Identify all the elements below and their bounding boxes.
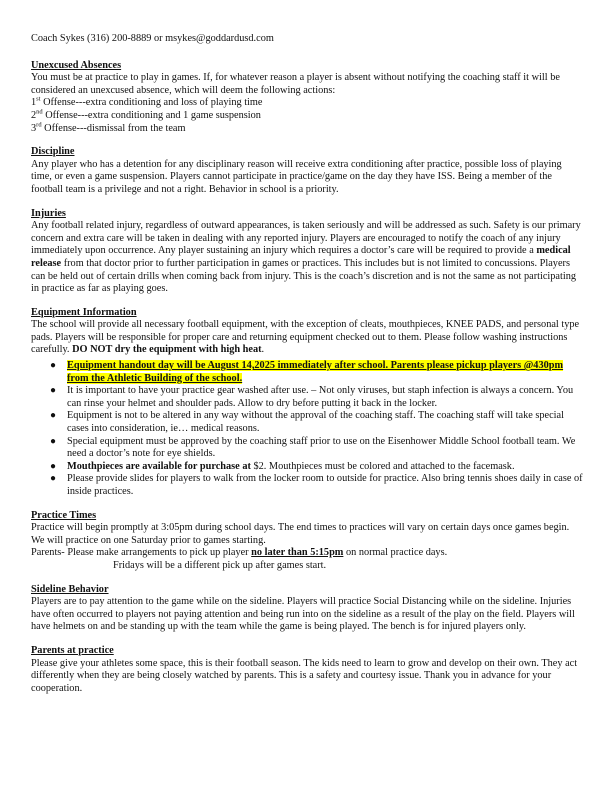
offense-line-2: 2nd Offense---extra conditioning and 1 game suspension — [31, 108, 261, 121]
list-item: ● Mouthpieces are available for purchase at $2. Mouthpieces must be colored and attached to the facemask. — [50, 460, 515, 472]
document-page — [31, 33, 583, 706]
parents-pickup-line: Parents- Please make arrangements to pick up player no later than 5:15pm on normal practice days. — [31, 547, 448, 559]
discipline-heading: Discipline — [31, 146, 75, 158]
do-not-dry-emphasis: DO NOT dry the equipment with high heat — [72, 344, 262, 356]
discipline-text: Any player who has a detention for any disciplinary reason will receive extra conditioning after practice, possible loss of playing time, or even a game suspension. Players cannot participate in practice/game on the day they have ISS. Being a member of the football team is a privilege and not a right. Behavior in school is a priority. — [31, 158, 562, 195]
sideline-text: Players are to pay attention to the game while on the sideline. Players will practice Social Distancing while on the sideline. Injuries have often occurred to players not paying attention and being run into on the sideline as a result of the play on the field. Players will have helmets on and be standing up with the team while the game is being played. The bench is for injured players only. — [31, 596, 575, 633]
unexcused-absences-heading: Unexcused Absences — [31, 59, 122, 71]
practice-times-heading: Practice Times — [31, 509, 97, 521]
bullet-icon: ● — [50, 410, 57, 422]
list-item — [50, 360, 583, 385]
equipment-heading: Equipment Information — [31, 306, 137, 318]
pickup-time-emphasis: no later than 5:15pm — [251, 547, 344, 559]
discipline-section — [31, 146, 583, 196]
injuries-heading: Injuries — [31, 207, 66, 219]
sideline-behavior-section — [31, 584, 583, 634]
practice-text: Practice will begin promptly at 3:05pm during school days. The end times to practices will vary on certain days once games begin. We will practice on one Saturday prior to games starting. — [31, 522, 570, 546]
unexcused-absences-section — [31, 60, 583, 136]
list-item: ● It is important to have your practice gear washed after use. – Not only viruses, but staph infection is always a concern. You can rinse your helmet and shoulder pads. Allow to dry before putting it back in the locker. — [50, 385, 574, 409]
bullet-icon: ● — [50, 460, 57, 472]
sideline-behavior-heading: Sideline Behavior — [31, 583, 109, 595]
medical-release-emphasis: medical release — [31, 245, 571, 269]
injuries-section — [31, 208, 583, 296]
offense-line-3: 3rd Offense---dismissal from the team — [31, 121, 186, 134]
list-item: ● Equipment is not to be altered in any way without the approval of the coaching staff. The coaching staff will take special cases into consideration, ie… medical reasons. — [50, 410, 564, 435]
parents-at-practice-heading: Parents at practice — [31, 644, 114, 656]
practice-times-section — [31, 510, 583, 573]
unexcused-intro: You must be at practice to play in games. If, for whatever reason a player is absent without notifying the coaching staff it will be considered an unexcused absence, which will deem the following actions: — [31, 72, 560, 96]
fridays-line: Fridays will be a different pick up after games start. — [113, 559, 327, 571]
bullet-icon: ● — [50, 360, 57, 372]
equipment-section — [31, 307, 583, 499]
handout-day-highlight: Equipment handout day will be August 14,2025 immediately after school. Parents please pickup players @430pm from the Athletic Building of the school. — [67, 360, 564, 384]
list-item: ● Please provide slides for players to walk from the locker room to outside for practice. Also bring tennis shoes daily in case of inside practices. — [50, 473, 583, 497]
bullet-icon: ● — [50, 435, 57, 447]
equipment-bullet-list — [31, 360, 583, 499]
parents-text: Please give your athletes some space, this is their football season. The kids need to learn to grow and develop on their own. They act differently when they are being closely watched by parents. This is a safety and courtesy issue. Thank you in advance for your cooperation. — [31, 657, 578, 694]
equipment-text: The school will provide all necessary football equipment, with the exception of cleats, mouthpieces, KNEE PADS, and personal type pads. Players will be responsible for proper care and returning equipment checked out to them. Please follow washing instructions carefully. DO NOT dry the equipment with high heat. — [31, 319, 580, 356]
bullet-icon: ● — [50, 473, 57, 485]
bullet-icon: ● — [50, 385, 57, 397]
offense-line-1: 1st Offense---extra conditioning and loss of playing time — [31, 95, 263, 109]
parents-at-practice-section — [31, 645, 583, 695]
contact-line: Coach Sykes (316) 200-8889 or msykes@goddardusd.com — [31, 33, 274, 44]
list-item: ● Special equipment must be approved by the coaching staff prior to use on the Eisenhower Middle School football team. We need a doctor’s note for eye shields. — [50, 435, 576, 460]
injuries-text: Any football related injury, regardless of outward appearances, is taken seriously and will be addressed as such. Safety is our primary concern and extra care will be taken in dealing with any reported injury. Players are encouraged to notify the coach of any injury immediately upon occurrence. Any player sustaining an injury which requires a doctor’s care will be required to provide a medical release from that doctor prior to further participation in games or practices. This includes but is not limited to concussions. Players can be held out of certain drills when coming back from injury. This is the coach’s discretion and is not the same as not participating in practice as far as playing goes. — [31, 220, 581, 295]
